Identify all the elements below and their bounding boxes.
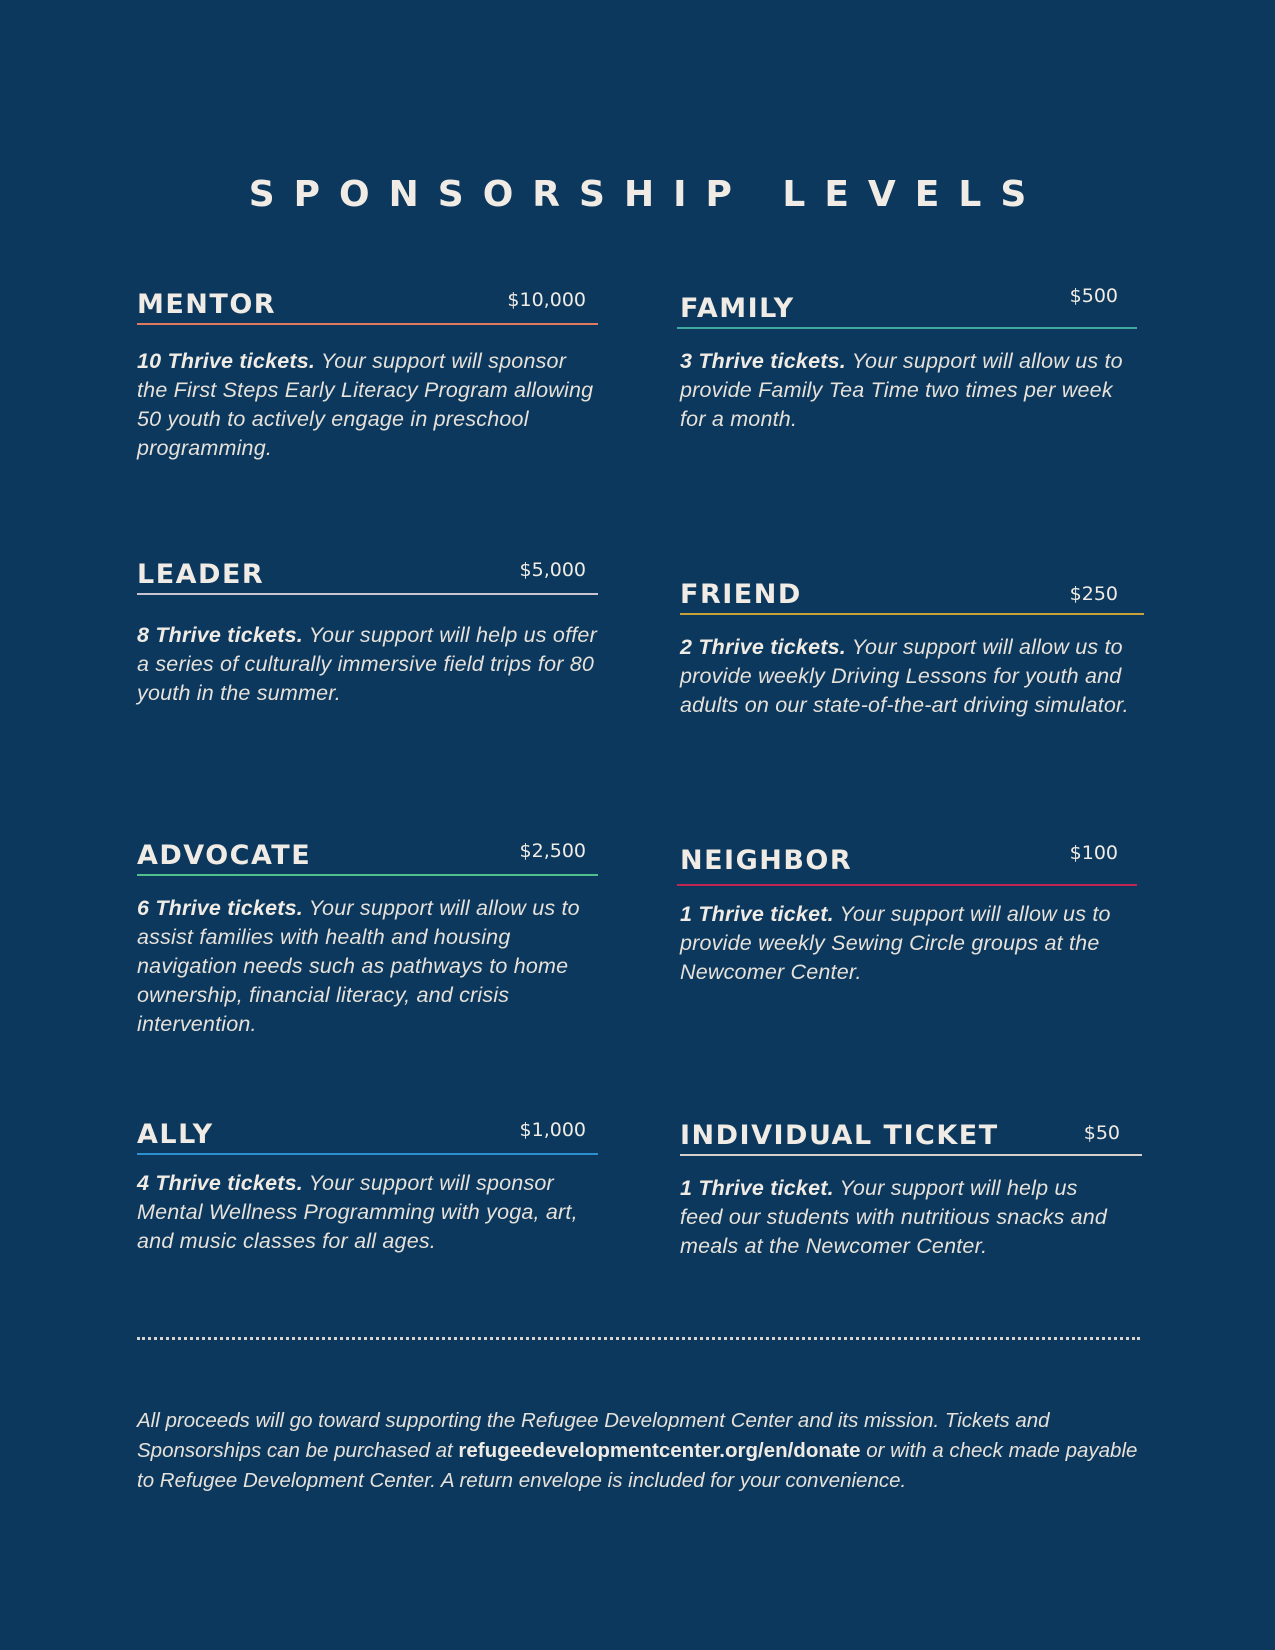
tier-description [680,900,1140,987]
tier-description-text: Your support will allow us to provide weekly Driving Lessons for youth and adults on our state-of-the-art driving simulator. [680,635,1129,717]
tier-advocate [137,834,598,1039]
donate-link[interactable]: refugeedevelopmentcenter.org/en/donate [458,1439,861,1462]
tier-rule [137,323,598,325]
tier-tickets: 3 Thrive tickets. [680,349,846,373]
tier-description [680,633,1168,720]
tier-tickets: 10 Thrive tickets. [137,349,316,373]
tier-price: $5,000 [519,559,586,581]
tier-name: FAMILY [680,293,795,324]
tier-price: $500 [1069,285,1118,307]
tier-price: $100 [1069,842,1118,864]
tier-neighbor [680,838,1140,987]
tier-name: NEIGHBOR [680,845,853,876]
tier-tickets: 6 Thrive tickets. [137,896,303,920]
tier-individual-ticket [680,1114,1142,1261]
tier-price: $10,000 [507,289,586,311]
tier-description-text: Your support will allow us to provide weekly Sewing Circle groups at the Newcomer Center. [680,902,1111,984]
tier-description-text: Your support will help us offer a series of culturally immersive field trips for 80 youth in the summer. [137,623,597,705]
tier-tickets: 1 Thrive ticket. [680,1176,834,1200]
footer-note [137,1406,1147,1496]
tier-price: $50 [1083,1122,1120,1144]
tier-description-text: Your support will allow us to provide Family Tea Time two times per week for a month. [680,349,1123,431]
tier-rule [137,874,598,876]
footer-text-after: or with a check made payable to Refugee Development Center. A return envelope is included for your convenience. [137,1439,1138,1492]
tier-name: MENTOR [137,289,277,320]
tier-name: INDIVIDUAL TICKET [680,1120,999,1151]
tier-price: $250 [1069,583,1118,605]
tier-friend [680,573,1144,720]
tier-price: $2,500 [519,840,586,862]
tier-name: ADVOCATE [137,840,312,871]
tier-rule [137,1153,598,1155]
footer-text-before: All proceeds will go toward supporting the Refugee Development Center and its mission. Tickets and Sponsorships can be purchased at [137,1409,1050,1462]
tier-ally [137,1113,598,1256]
tier-tickets: 2 Thrive tickets. [680,635,846,659]
page-title: SPONSORSHIP LEVELS [248,174,1046,215]
tier-description [680,1174,1110,1261]
tier-family [680,283,1140,434]
tier-price: $1,000 [519,1119,586,1141]
tier-description-text: Your support will help us feed our students with nutritious snacks and meals at the Newcomer Center. [680,1176,1108,1258]
tier-description [137,894,598,1039]
tier-tickets: 1 Thrive ticket. [680,902,834,926]
tier-description-text: Your support will sponsor Mental Wellness Programming with yoga, art, and music classes for all ages. [137,1171,578,1253]
tier-leader [137,553,598,708]
tier-rule [677,327,1137,329]
tier-description [137,347,598,463]
tier-rule [680,613,1144,615]
tier-description [680,347,1140,434]
tier-rule [137,593,598,595]
tier-description [137,621,598,708]
tier-tickets: 8 Thrive tickets. [137,623,303,647]
tier-description-text: Your support will sponsor the First Steps Early Literacy Program allowing 50 youth to actively engage in preschool programming. [137,349,594,460]
tier-rule [680,1154,1142,1156]
tier-name: LEADER [137,559,265,590]
tier-rule [677,884,1137,886]
dotted-divider [137,1337,1140,1340]
tier-tickets: 4 Thrive tickets. [137,1171,303,1195]
tier-description [137,1169,598,1256]
tier-mentor [137,283,598,463]
tier-name: ALLY [137,1119,214,1150]
tier-name: FRIEND [680,579,802,610]
tier-description-text: Your support will allow us to assist families with health and housing navigation needs such as pathways to home ownership, financial literacy, and crisis intervention. [137,896,580,1036]
